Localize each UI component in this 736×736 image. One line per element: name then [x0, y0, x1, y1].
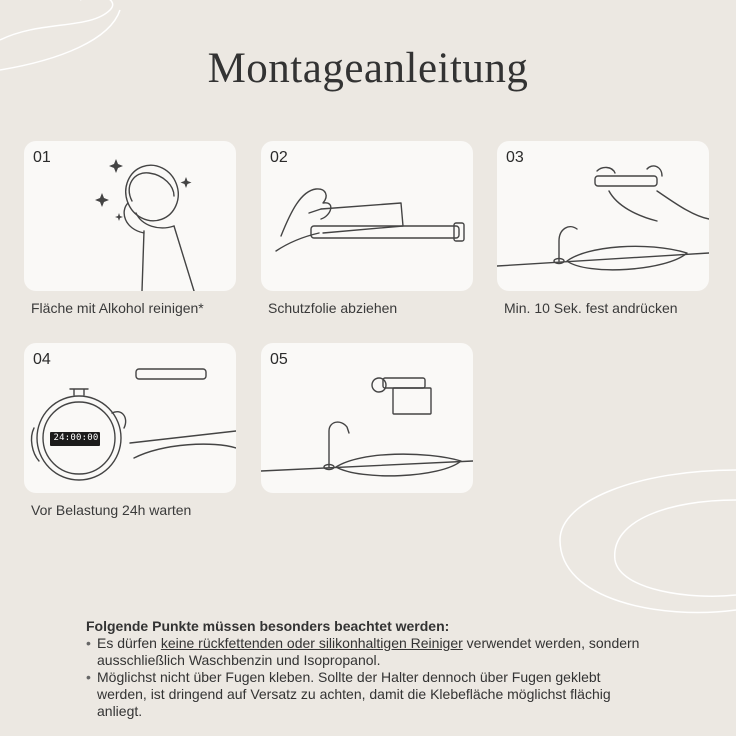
step-number: 04 — [33, 351, 51, 368]
step-card-04 — [24, 343, 236, 493]
step-card-02 — [261, 141, 473, 291]
step-number: 01 — [33, 149, 51, 166]
note-text: Es dürfen — [97, 635, 161, 651]
timer-display: 24:00:00 — [53, 433, 99, 443]
step-caption: Vor Belastung 24h warten — [31, 502, 192, 518]
step-card-05 — [261, 343, 473, 493]
bullet-icon: • — [86, 635, 91, 651]
notes-heading: Folgende Punkte müssen besonders beachtet werden: — [86, 618, 450, 634]
step-card-03 — [497, 141, 709, 291]
notes-list — [86, 635, 646, 720]
notes-section — [86, 618, 646, 720]
step-caption: Schutzfolie abziehen — [268, 300, 398, 316]
step-number: 03 — [506, 149, 524, 166]
list-item — [86, 635, 646, 669]
mounted-holder-icon — [261, 343, 473, 493]
note-underlined-text: keine rückfettenden oder silikonhaltigen Reiniger — [160, 635, 463, 651]
step-number: 02 — [270, 149, 288, 166]
note-text: verwendet werden, sondern ausschließlich Waschbenzin und Isopropanol. — [97, 635, 640, 668]
step-number: 05 — [270, 351, 288, 368]
stopwatch-icon — [24, 343, 236, 493]
step-caption: Min. 10 Sek. fest andrücken — [504, 300, 678, 316]
peel-foil-icon — [261, 141, 473, 291]
list-item — [86, 669, 646, 720]
step-card-01 — [24, 141, 236, 291]
page-title: Montageanleitung — [207, 45, 529, 92]
cleaning-hand-icon — [24, 141, 236, 291]
press-holder-icon — [497, 141, 709, 291]
step-caption: Fläche mit Alkohol reinigen* — [31, 300, 204, 316]
note-text: Möglichst nicht über Fugen kleben. Sollte der Halter dennoch über Fugen geklebt werden, ist dringend auf Versatz zu achten, damit die Klebefläche möglichst flächig anliegt. — [97, 669, 611, 719]
bullet-icon: • — [86, 669, 91, 685]
